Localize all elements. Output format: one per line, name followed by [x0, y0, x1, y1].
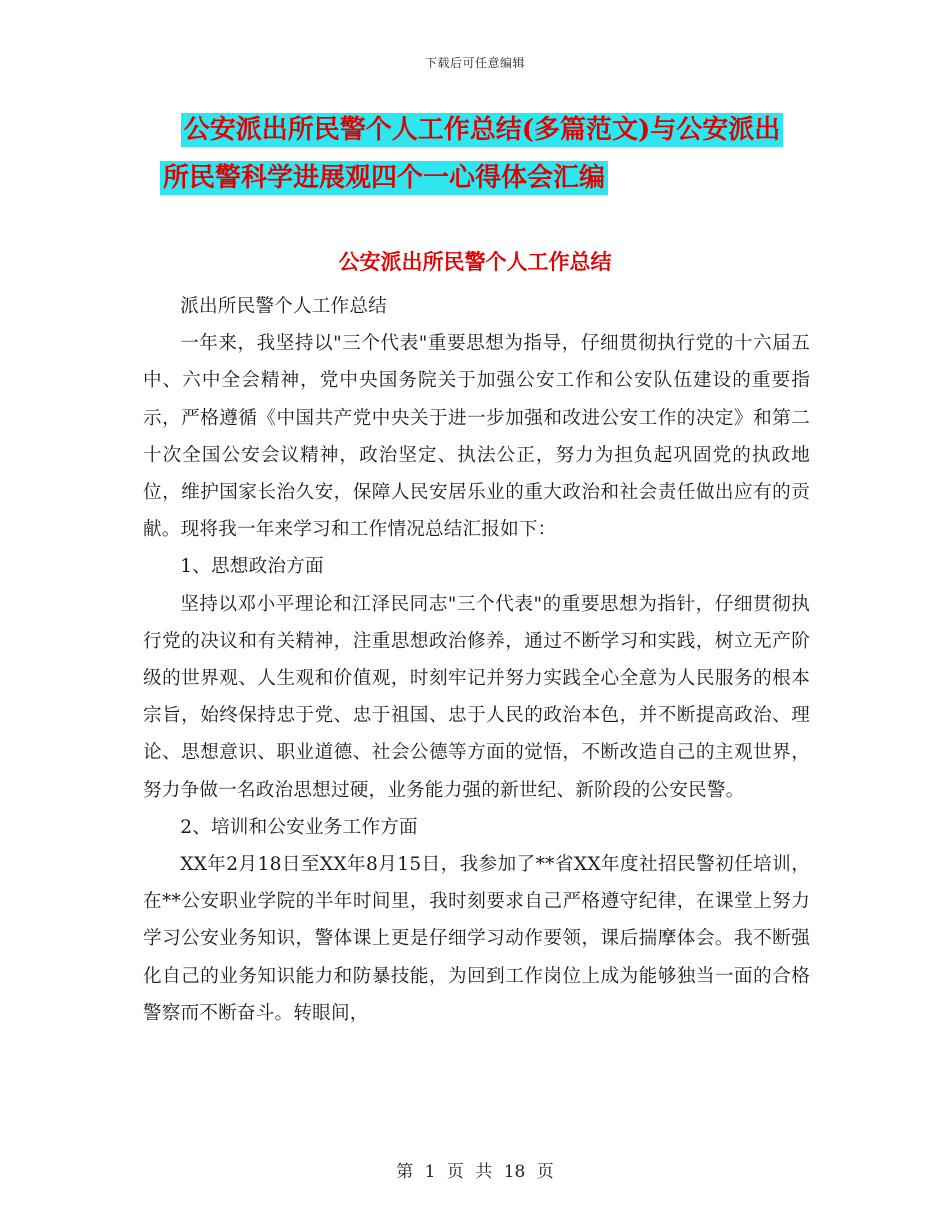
- paragraph-heading-2: 2、培训和公安业务工作方面: [180, 816, 418, 838]
- paragraph-political: 坚持以邓小平理论和江泽民同志"三个代表"的重要思想为指针，仔细贯彻执行党的决议和有关精神，注重思想政治修养，通过不断学习和实践，树立无产阶级的世界观、人生观和价值观，时刻牢记并努力实践全心全意为人民服务的根本宗旨，始终保持忠于党、忠于祖国、忠于人民的政治本色，并不断提高政治、理论、思想意识、职业道德、社会公德等方面的觉悟，不断改造自己的主观世界，努力争做一名政治思想过硬，业务能力强的新世纪、新阶段的公安民警。: [143, 593, 810, 801]
- section-heading: 公安派出所民警个人工作总结: [338, 249, 612, 274]
- paragraph-heading-1: 1、思想政治方面: [180, 556, 324, 578]
- paragraph-subtitle: 派出所民警个人工作总结: [180, 296, 387, 317]
- paragraph-training: XX年2月18日至XX年8月15日，我参加了**省XX年度社招民警初任培训，在**公安职业学院的半年时间里，我时刻要求自己严格遵守纪律，在课堂上努力学习公安业务知识，警体课上更是仔细学习动作要领，课后揣摩体会。我不断强化自己的业务知识能力和防暴技能，为回到工作岗位上成为能够独当一面的合格警察而不断奋斗。转眼间，: [143, 854, 810, 1024]
- document-title-line-1: [112, 112, 852, 148]
- document-title-line-2: [160, 160, 760, 196]
- title-highlight-2: 所民警科学进展观四个一心得体会汇编: [160, 161, 608, 195]
- page-footer: 第 1 页 共 18 页: [396, 1162, 554, 1182]
- body-text: [143, 288, 810, 1032]
- title-highlight-1: 公安派出所民警个人工作总结(多篇范文)与公安派出: [181, 113, 784, 147]
- header-note: 下载后可任意编辑: [424, 56, 525, 70]
- paragraph-intro: 一年来，我坚持以"三个代表"重要思想为指导，仔细贯彻执行党的十六届五中、六中全会精神，党中央国务院关于加强公安工作和公安队伍建设的重要指示，严格遵循《中国共产党中央关于进一步加强和改进公安工作的决定》和第二十次全国公安会议精神，政治坚定、执法公正，努力为担负起巩固党的执政地位，维护国家长治久安，保障人民安居乐业的重大政治和社会责任做出应有的贡献。现将我一年来学习和工作情况总结汇报如下：: [143, 333, 810, 541]
